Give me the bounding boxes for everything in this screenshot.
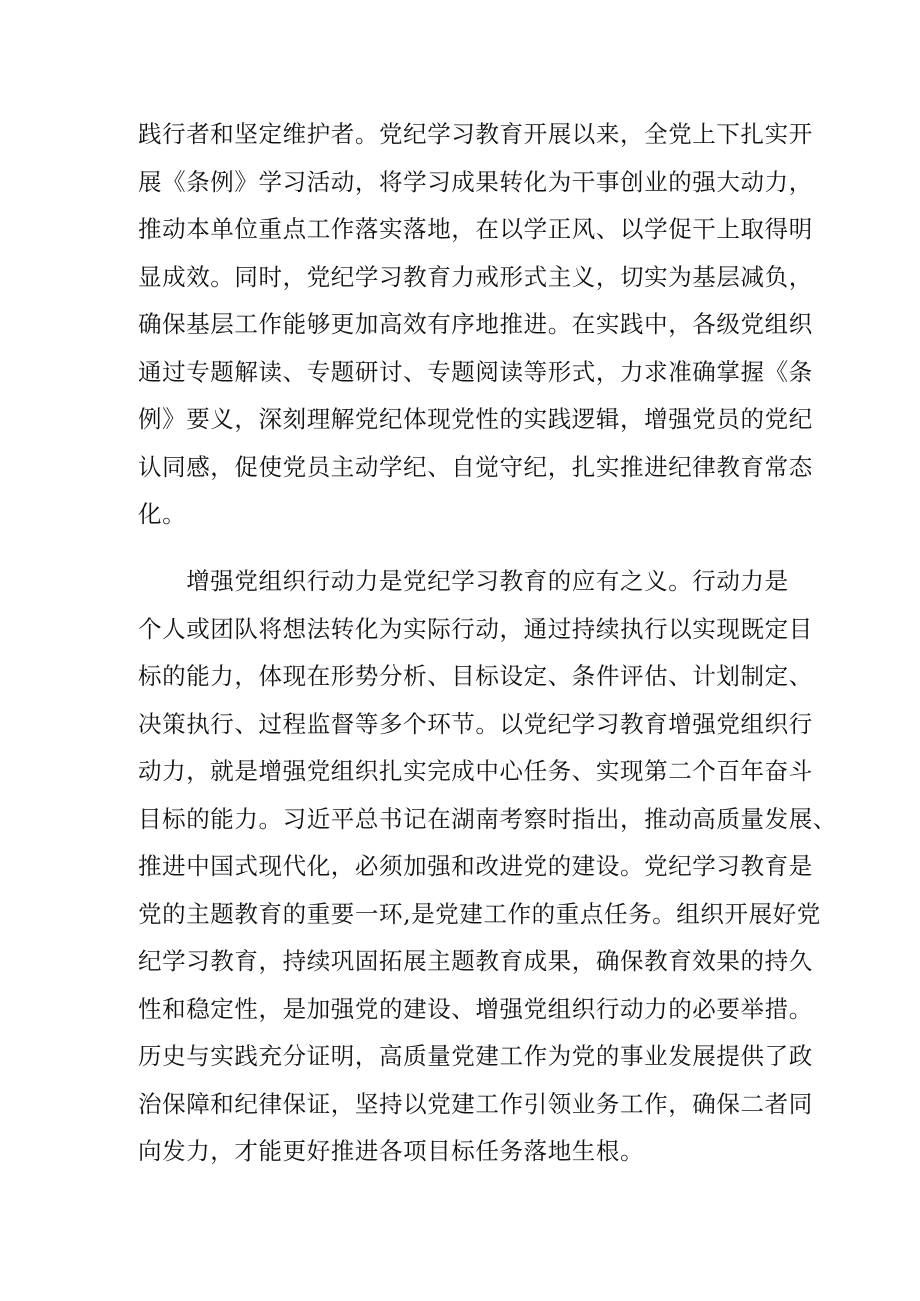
text-line: 动力，就是增强党组织扎实完成中心任务、实现第二个百年奋斗 <box>138 757 813 785</box>
paragraph-2 <box>138 558 837 1176</box>
text-line: 认同感，促使党员主动学纪、自觉守纪，扎实推进纪律教育常态 <box>138 452 813 481</box>
text-line: 推动本单位重点工作落实落地，在以学正风、以学促干上取得明 <box>138 215 813 243</box>
text-line: 确保基层工作能够更加高效有序地推进。在实践中，各级党组织 <box>138 310 813 338</box>
text-line: 显成效。同时，党纪学习教育力戒形式主义，切实为基层减负， <box>138 262 813 291</box>
text-line: 增强党组织行动力是党纪学习教育的应有之义。行动力是 <box>138 567 789 595</box>
text-line: 向发力，才能更好推进各项目标任务落地生根。 <box>138 1137 645 1165</box>
text-line: 标的能力，体现在形势分析、目标设定、条件评估、计划制定、 <box>138 662 813 690</box>
text-line: 目标的能力。习近平总书记在湖南考察时指出，推动高质量发展、 <box>138 804 837 833</box>
text-line: 践行者和坚定维护者。党纪学习教育开展以来，全党上下扎实开 <box>138 120 813 148</box>
text-line: 纪学习教育，持续巩固拓展主题教育成果，确保教育效果的持久 <box>138 947 813 975</box>
text-line: 历史与实践充分证明，高质量党建工作为党的事业发展提供了政 <box>138 1042 813 1070</box>
paragraph-1 <box>138 111 813 539</box>
text-line: 决策执行、过程监督等多个环节。以党纪学习教育增强党组织行 <box>138 709 813 738</box>
text-line: 展《条例》学习活动，将学习成果转化为干事创业的强大动力， <box>138 167 813 196</box>
text-line: 个人或团队将想法转化为实际行动，通过持续执行以实现既定目 <box>138 614 813 643</box>
text-line: 例》要义，深刻理解党纪体现党性的实践逻辑，增强党员的党纪 <box>138 405 813 433</box>
text-line: 性和稳定性，是加强党的建设、增强党组织行动力的必要举措。 <box>138 994 813 1023</box>
text-line: 推进中国式现代化，必须加强和改进党的建设。党纪学习教育是 <box>138 852 813 880</box>
text-line: 化。 <box>138 500 187 528</box>
text-line: 党的主题教育的重要一环,是党建工作的重点任务。组织开展好党 <box>138 899 821 928</box>
text-line: 治保障和纪律保证，坚持以党建工作引领业务工作，确保二者同 <box>138 1089 813 1118</box>
text-line: 通过专题解读、专题研讨、专题阅读等形式，力求准确掌握《条 <box>138 357 813 386</box>
